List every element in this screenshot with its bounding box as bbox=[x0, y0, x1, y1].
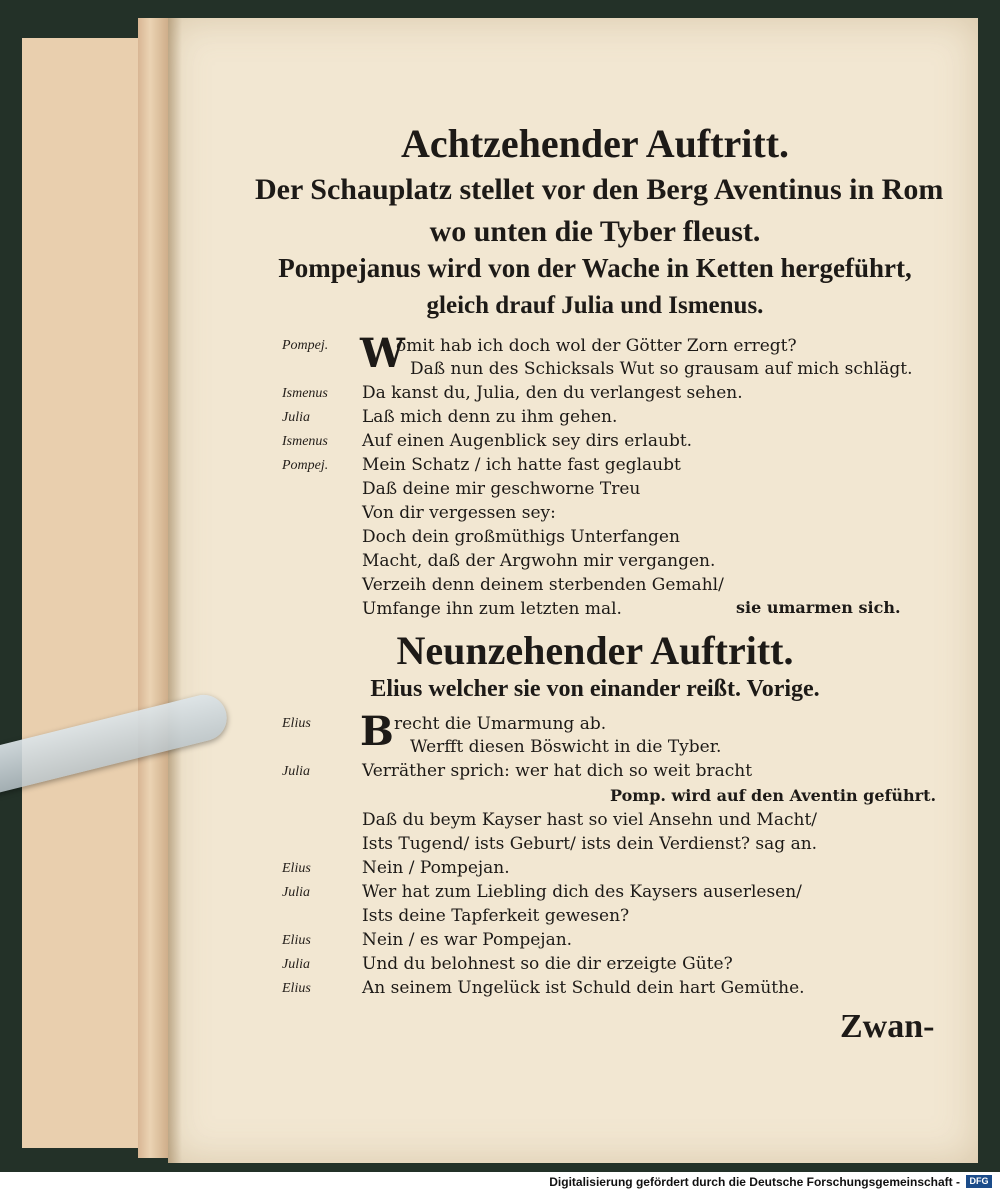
page-stack-edge bbox=[138, 18, 168, 1158]
act-18-heading: Achtzehender Auftritt. bbox=[400, 121, 790, 166]
speaker-label: Ismenus bbox=[282, 434, 328, 449]
dialogue-line: omit hab ich doch wol der Götter Zorn erregt? bbox=[396, 336, 797, 356]
dialogue-line: Umfange ihn zum letzten mal. bbox=[362, 599, 622, 619]
dialogue-line: Verräther sprich: wer hat dich so weit bracht bbox=[362, 761, 753, 781]
dialogue-line: Macht, daß der Argwohn mir vergangen. bbox=[362, 551, 716, 571]
dialogue-line: Verzeih denn deinem sterbenden Gemahl/ bbox=[362, 575, 724, 595]
speaker-label: Ismenus bbox=[282, 386, 328, 401]
dialogue-line: Daß deine mir geschworne Treu bbox=[362, 479, 641, 499]
page-gutter-shadow bbox=[168, 18, 182, 1163]
speaker-label: Julia bbox=[282, 764, 310, 779]
dialogue-line: An seinem Ungelück ist Schuld dein hart Gemüthe. bbox=[362, 978, 805, 998]
catchword: Zwan- bbox=[840, 1008, 935, 1045]
stage-direction-embrace: sie umarmen sich. bbox=[736, 598, 901, 617]
footer-credit: Digitalisierung gefördert durch die Deutsche Forschungsgemeinschaft - bbox=[549, 1175, 960, 1189]
dialogue-line: Auf einen Augenblick sey dirs erlaubt. bbox=[362, 431, 693, 451]
drop-cap: B bbox=[360, 708, 394, 755]
dialogue-line: Nein / es war Pompejan. bbox=[362, 930, 573, 950]
dialogue-line: Laß mich denn zu ihm gehen. bbox=[362, 407, 618, 427]
speaker-label: Julia bbox=[282, 410, 310, 425]
speaker-label: Pompej. bbox=[282, 458, 329, 473]
stage-direction-1-line-1: Pompejanus wird von der Wache in Ketten hergeführt, bbox=[278, 253, 912, 283]
speaker-label: Elius bbox=[282, 716, 311, 731]
dialogue-line: Mein Schatz / ich hatte fast geglaubt bbox=[362, 455, 681, 475]
speaker-label: Pompej. bbox=[282, 338, 329, 353]
scene-description-line-2: wo unten die Tyber fleust. bbox=[429, 215, 761, 248]
dialogue-line: Von dir vergessen sey: bbox=[362, 503, 556, 523]
speaker-label: Julia bbox=[282, 957, 310, 972]
speaker-label: Elius bbox=[282, 933, 311, 948]
scene-description-line-1: Der Schauplatz stellet vor den Berg Aventinus in Rom bbox=[255, 173, 944, 206]
dialogue-line: Wer hat zum Liebling dich des Kaysers auserlesen/ bbox=[362, 882, 802, 902]
dialogue-line: Werfft diesen Böswicht in die Tyber. bbox=[410, 737, 722, 757]
speaker-label: Julia bbox=[282, 885, 310, 900]
speaker-label: Elius bbox=[282, 861, 311, 876]
dfg-logo: DFG bbox=[966, 1175, 992, 1188]
drop-cap: W bbox=[360, 330, 405, 377]
dialogue-line: Und du belohnest so die dir erzeigte Güte? bbox=[362, 954, 733, 974]
dialogue-line: Daß nun des Schicksals Wut so grausam auf mich schlägt. bbox=[410, 359, 913, 379]
dialogue-line: Da kanst du, Julia, den du verlangest sehen. bbox=[362, 383, 743, 403]
dialogue-line: Ists Tugend/ ists Geburt/ ists dein Verdienst? sag an. bbox=[362, 834, 818, 854]
dialogue-line: recht die Umarmung ab. bbox=[394, 714, 607, 734]
dialogue-line: Doch dein großmüthigs Unterfangen bbox=[362, 527, 680, 547]
stage-direction-1-line-2: gleich drauf Julia und Ismenus. bbox=[426, 292, 764, 319]
speaker-label: Elius bbox=[282, 981, 311, 996]
act-19-heading: Neunzehender Auftritt. bbox=[396, 628, 794, 673]
dialogue-line: Nein / Pompejan. bbox=[362, 858, 510, 878]
footer-bar bbox=[0, 1172, 1000, 1193]
stage-direction-2: Elius welcher sie von einander reißt. Vorige. bbox=[370, 676, 820, 702]
stage-direction-pomp: Pomp. wird auf den Aventin geführt. bbox=[610, 786, 937, 805]
dialogue-line: Daß du beym Kayser hast so viel Ansehn und Macht/ bbox=[362, 810, 817, 830]
dialogue-line: Ists deine Tapferkeit gewesen? bbox=[362, 906, 630, 926]
